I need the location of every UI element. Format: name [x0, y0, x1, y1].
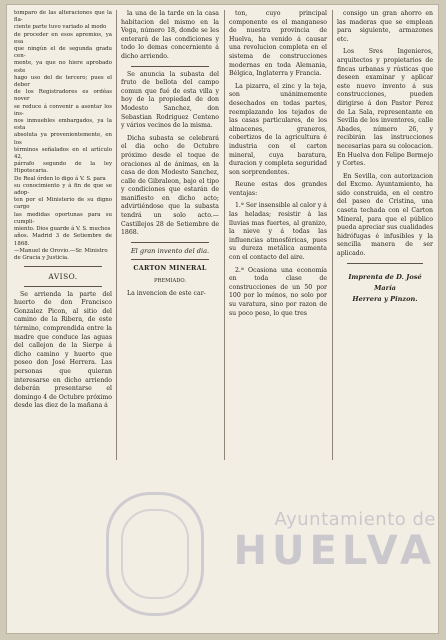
- carton-intro-text: La invencion de este car-: [127, 289, 206, 297]
- subasta-announcement: Se anuncia la subasta del fruto de bellota del campo comun que fué de esta villa y hoy de la propiedad de don Modesto Sanchez, don Sebastian Rodriguez Centeno y vários vecinos de la misma.: [121, 70, 219, 130]
- notice-line: —Manuel de Orovio.—Sr. Ministro: [14, 247, 108, 254]
- section-divider: [24, 286, 102, 287]
- section-divider: [131, 242, 209, 243]
- premiado-subheading: PREMIADO.: [153, 278, 187, 285]
- notice-line: términos señalados en el artículo 42,: [14, 146, 112, 161]
- ventajas-intro: Reune estas dos grandes ventajas:: [229, 181, 327, 197]
- column-rule: [332, 10, 333, 460]
- notice-line: ten por el Ministerio de su digno cargo: [14, 197, 112, 211]
- aviso-text: Se arrienda la parte del huerto de don Francisco Gonzalez Picon, al sitio del camino de la Ribera, de este término, comprendida entre la madre que conduce las aguas del callejon de la Sierpe á dicho camino y huerto que poseo don José Herrera. Las personas que quieran interesarse en dicho arriendo deberán presentarse el domingo 4 de Octubre próximo desde las diez de la mañana á: [14, 290, 112, 410]
- notice-line: se reduce á convenir a asentar los ins-: [14, 103, 112, 117]
- column-rule: [224, 10, 225, 460]
- section-divider: [131, 66, 209, 67]
- column-rule: [116, 10, 117, 460]
- section-divider: [347, 263, 423, 264]
- watermark-line-1: Ayuntamiento de: [274, 509, 436, 530]
- ventaja-2: 2.ª Ocasiona una economía en toda clase de construcciones de un 50 por 100 por lo ménos, no solo por su varatura, sino por razon de su poco peso, lo que tres: [229, 266, 327, 317]
- notice-line: hago uso del de tercero; pues el deber: [14, 74, 112, 89]
- notice-line: tomparo de las alteraciones que la fla-: [14, 10, 112, 24]
- column-3: [229, 10, 327, 460]
- notice-line: de proceder en esos apremios, ya esa: [14, 31, 112, 45]
- notice-line: las medidas oportunas para su cumpli-: [14, 211, 112, 225]
- section-divider: [24, 266, 102, 267]
- watermark-line-2: HUELVA: [233, 528, 436, 574]
- notice-line: años. Madrid 3 de Setiembre de 1868.: [14, 233, 112, 247]
- notice-line: que ningún el de segunda gradu cen-: [14, 46, 112, 60]
- imprint-line-2: Herrera y Pinzon.: [352, 294, 418, 303]
- invento-heading: El gran invento del dia.: [130, 246, 210, 255]
- ingenieros-notice: Los Sres Ingenieros, arquitectos y propietarios de fincas urbanas y rústicas que deseen examinar y aplicar este nuevo invento á sus construcciones, pueden dirigirse á don Pastor Perez de La Sala, representante en Sevilla de los inventores, calle Abades, número 26, y recibirán las instrucciones necesarias para su colocacion. En Huelva don Felipe Bermejo y Cortes.: [337, 48, 433, 168]
- notice-line: miento. Dios guarde á V. S. muchos: [14, 226, 111, 233]
- royal-order-notice: [14, 10, 112, 262]
- newspaper-page: [6, 4, 439, 634]
- notice-line: de los Registradores es ordéas nover: [14, 89, 112, 103]
- carton-replacement-text: La pizarra, el zinc y la teja, son unánimemente desechados en todas partes, reemplazando los tejados de las casas particulares, de los almacenes, graneros, cobertizos de la agricultura é industria con el carton mineral, cuya baratura, duracion y completa seguridad son sorprendentes.: [229, 82, 327, 176]
- notice-line: nos inmuebles embargados, ya la esta: [14, 118, 112, 132]
- imprint-line-1: Imprenta de D. José María: [348, 272, 422, 292]
- notice-line: de Gracia y Justicia.: [14, 254, 69, 261]
- column-4: [337, 10, 433, 460]
- notice-line: mente, ya que no hiere aprobado este: [14, 60, 112, 74]
- section-divider: [131, 259, 209, 260]
- watermark: [156, 509, 436, 572]
- carton-description: ton, cuyo principal componente es el manganeso de nuestra provincia de Huelva, ha venido á causar una revolucion completa en el sistema de construcciones modernas en toda Alemania, Bélgica, Inglaterra y Francia.: [229, 10, 327, 78]
- column-1: [14, 10, 112, 460]
- ventaja-1: 1.ª Ser insensible al calor y á las heladas; resistir á las lluvias mas fuertes, al granizo, la nieve y á todas las influencias atmosféricas, pues su dureza metálica aumenta con el contacto del aire.: [229, 202, 327, 262]
- aviso-heading: AVISO.: [48, 272, 78, 282]
- notice-line: su conocimiento y á fin de que se adop-: [14, 182, 112, 197]
- notice-line: párrafo segundo de la ley Hipotecaria.: [14, 161, 112, 175]
- arriendo-conditions-text: la una de la tarde en la casa habitacion del mismo en la Vega, número 18, donde se les enterará de las condiciones y todo lo demas concerniente á dicho arriendo.: [121, 10, 219, 60]
- column-2: [121, 10, 219, 460]
- ahorro-text: consigo un gran ahorro en las maderas que se emplean para siguiente, armazones etc.: [337, 10, 433, 43]
- notice-line: absoluta ya provenientemente, en los: [14, 132, 112, 146]
- notice-line: ciente parte tuvo variado al modo: [14, 24, 107, 31]
- carton-mineral-heading: CARTON MINERAL: [133, 264, 207, 273]
- sevilla-notice: En Sevilla, con autorizacion del Excmo. Ayuntamiento, ha sido construida, en el centro del paseo de Cristina, una caseta techada con el Carton Mineral, para que el público pueda apreciar sus cualidades hidrófugas é infusibles y la sencilla manera de ser aplicado.: [337, 172, 433, 258]
- subasta-details: Dicha subasta se celebrará el dia ocho de Octubre próximo desde el toque de oraciones al de ánimas, en la casa de don Modesto Sanchez, calle de Gibraleon, bajo el tipo y condiciones que estarán de manifiesto en dicho acto; advirtiéndose que la subasta tendrá un solo acto.—Castillejos 28 de Setiembre de 1868.: [121, 134, 219, 237]
- notice-line: De Real órden lo digo á V. S. para: [14, 175, 106, 182]
- imprint-line: [337, 272, 433, 305]
